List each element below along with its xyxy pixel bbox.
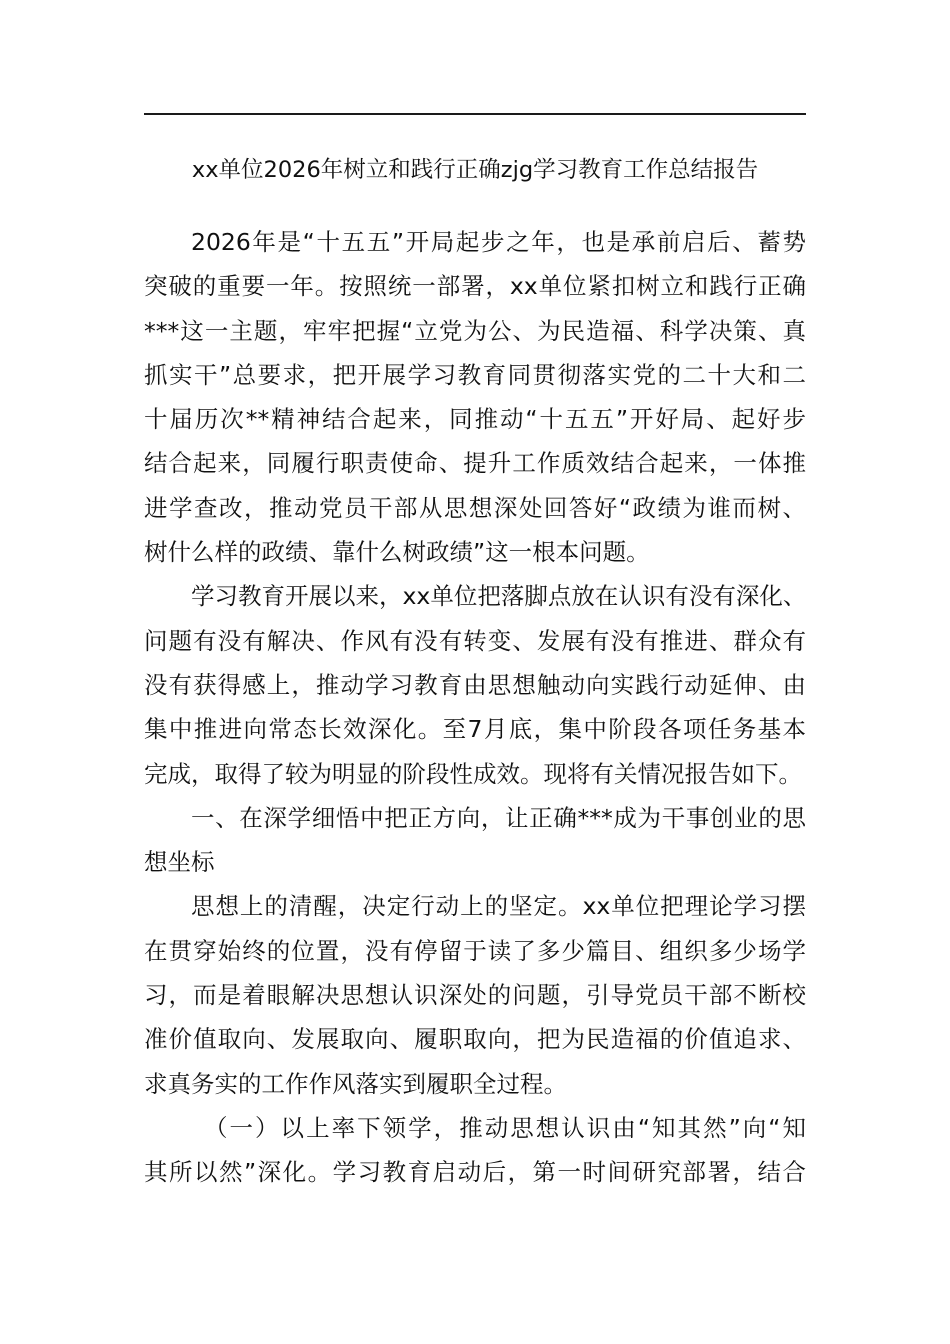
text-line: 树什么样的政绩、靠什么树政绩”这一根本问题。 xyxy=(144,538,650,567)
text-line: 完成，取得了较为明显的阶段性成效。现将有关情况报告如下。 xyxy=(144,759,802,788)
text-line: 抓实干”总要求，把开展学习教育同贯彻落实党的二十大和二 xyxy=(144,360,806,389)
text-line: 问题有没有解决、作风有没有转变、发展有没有推进、群众有 xyxy=(144,626,806,655)
header-rule xyxy=(144,113,806,115)
text-line: 其所以然”深化。学习教育启动后，第一时间研究部署，结合 xyxy=(144,1158,806,1187)
text-line: 十届历次**精神结合起来，同推动“十五五”开好局、起好步 xyxy=(144,405,806,434)
document-title: xx单位2026年树立和践行正确zjg学习教育工作总结报告 xyxy=(191,157,759,183)
text-line: ***这一主题，牢牢把握“立党为公、为民造福、科学决策、真 xyxy=(144,316,806,345)
text-line: 没有获得感上，推动学习教育由思想触动向实践行动延伸、由 xyxy=(144,670,806,699)
text-line: 学习教育开展以来，xx单位把落脚点放在认识有没有深化、 xyxy=(191,582,807,611)
text-line: 2026年是“十五五”开局起步之年，也是承前启后、蓄势 xyxy=(191,228,806,256)
text-line: 求真务实的工作作风落实到履职全过程。 xyxy=(144,1069,567,1098)
section-heading-line: 想坐标 xyxy=(144,848,215,877)
text-line: 思想上的清醒，决定行动上的坚定。xx单位把理论学习摆 xyxy=(191,892,806,921)
text-line: 习，而是着眼解决思想认识深处的问题，引导党员干部不断校 xyxy=(144,981,806,1010)
text-line: 在贯穿始终的位置，没有停留于读了多少篇目、组织多少场学 xyxy=(144,936,806,965)
text-line: 结合起来，同履行职责使命、提升工作质效结合起来，一体推 xyxy=(144,449,806,478)
text-line: 突破的重要一年。按照统一部署，xx单位紧扣树立和践行正确 xyxy=(144,272,806,301)
text-line: 集中推进向常态长效深化。至7月底，集中阶段各项任务基本 xyxy=(144,715,806,744)
text-line: 准价值取向、发展取向、履职取向，把为民造福的价值追求、 xyxy=(144,1025,806,1054)
text-line: 进学查改，推动党员干部从思想深处回答好“政绩为谁而树、 xyxy=(144,493,806,522)
subsection-line: （一）以上率下领学，推动思想认识由“知其然”向“知 xyxy=(204,1113,806,1142)
document-body xyxy=(144,220,806,1195)
section-heading-line: 一、在深学细悟中把正方向，让正确***成为干事创业的思 xyxy=(191,803,806,832)
